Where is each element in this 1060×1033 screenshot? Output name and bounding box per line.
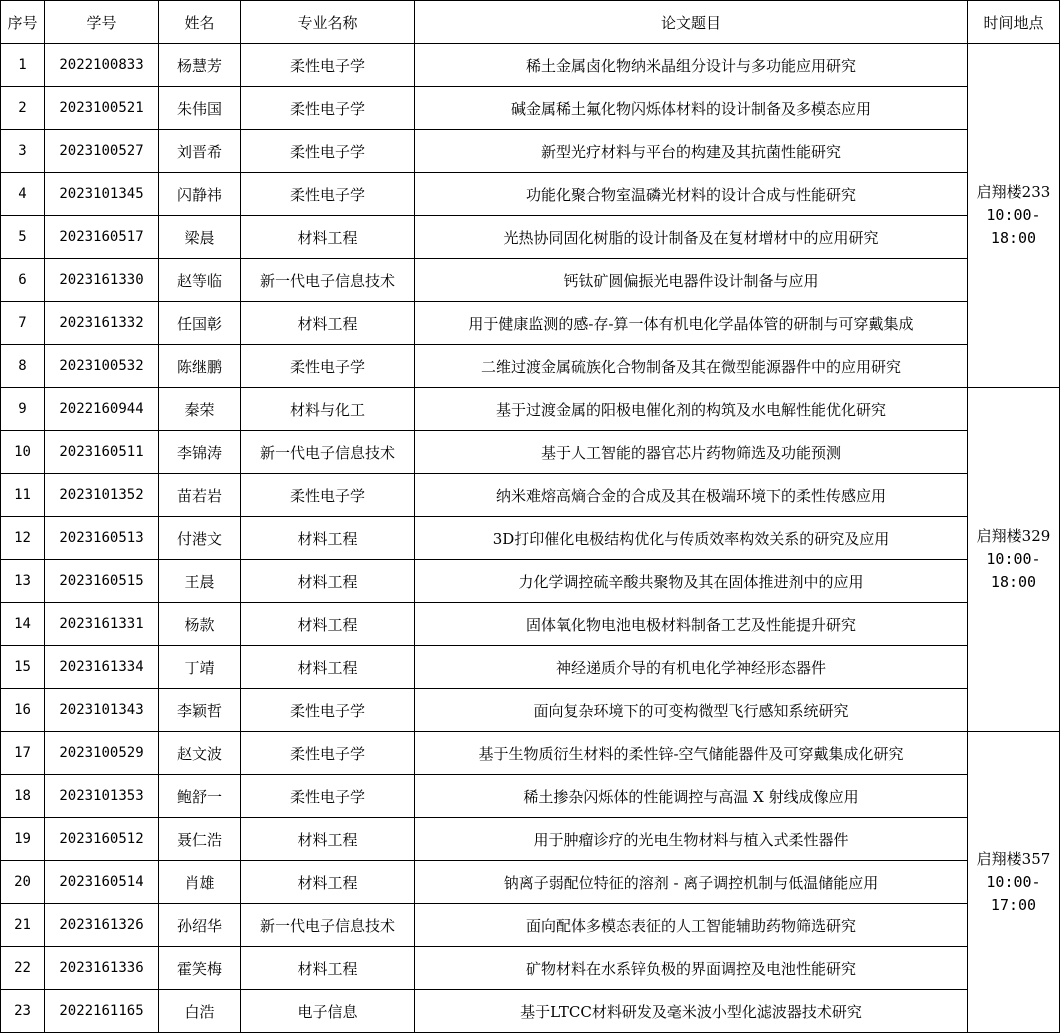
row-name: 聂仁浩 xyxy=(159,818,241,861)
row-student-id: 2023101353 xyxy=(45,775,159,818)
session-time-end: 17:00 xyxy=(990,895,1037,914)
row-seq: 14 xyxy=(1,603,45,646)
row-seq: 7 xyxy=(1,302,45,345)
row-name: 孙绍华 xyxy=(159,904,241,947)
row-major: 柔性电子学 xyxy=(241,689,415,732)
row-name: 朱伟国 xyxy=(159,87,241,130)
row-thesis-title: 基于人工智能的器官芯片药物筛选及功能预测 xyxy=(415,431,968,474)
row-seq: 17 xyxy=(1,732,45,775)
table-body xyxy=(1,44,1060,1033)
row-seq: 19 xyxy=(1,818,45,861)
row-seq: 3 xyxy=(1,130,45,173)
table-row xyxy=(1,431,1060,474)
header-seq: 序号 xyxy=(1,1,45,44)
row-thesis-title: 钠离子弱配位特征的溶剂 - 离子调控机制与低温储能应用 xyxy=(415,861,968,904)
session-time-start: 10:00- xyxy=(986,872,1041,891)
row-thesis-title: 稀土金属卤化物纳米晶组分设计与多功能应用研究 xyxy=(415,44,968,87)
row-name: 赵文波 xyxy=(159,732,241,775)
row-major: 材料工程 xyxy=(241,947,415,990)
row-major: 柔性电子学 xyxy=(241,345,415,388)
row-student-id: 2023100527 xyxy=(45,130,159,173)
table-row xyxy=(1,689,1060,732)
row-seq: 21 xyxy=(1,904,45,947)
row-major: 材料工程 xyxy=(241,517,415,560)
table-row xyxy=(1,603,1060,646)
row-thesis-title: 新型光疗材料与平台的构建及其抗菌性能研究 xyxy=(415,130,968,173)
table-row xyxy=(1,87,1060,130)
row-student-id: 2023160517 xyxy=(45,216,159,259)
table-row xyxy=(1,775,1060,818)
row-thesis-title: 用于肿瘤诊疗的光电生物材料与植入式柔性器件 xyxy=(415,818,968,861)
header-row xyxy=(1,1,1060,44)
table-row xyxy=(1,990,1060,1033)
row-major: 柔性电子学 xyxy=(241,173,415,216)
session-time-start: 10:00- xyxy=(986,550,1041,568)
row-name: 肖雄 xyxy=(159,861,241,904)
row-student-id: 2023101345 xyxy=(45,173,159,216)
row-major: 材料工程 xyxy=(241,818,415,861)
row-name: 苗若岩 xyxy=(159,474,241,517)
row-student-id: 2023101352 xyxy=(45,474,159,517)
row-name: 王晨 xyxy=(159,560,241,603)
row-student-id: 2023101343 xyxy=(45,689,159,732)
row-student-id: 2023161332 xyxy=(45,302,159,345)
row-major: 柔性电子学 xyxy=(241,732,415,775)
table-row xyxy=(1,861,1060,904)
row-major: 新一代电子信息技术 xyxy=(241,431,415,474)
row-thesis-title: 稀土掺杂闪烁体的性能调控与高温 X 射线成像应用 xyxy=(415,775,968,818)
row-major: 材料工程 xyxy=(241,603,415,646)
row-student-id: 2022160944 xyxy=(45,388,159,431)
row-major: 材料工程 xyxy=(241,861,415,904)
row-thesis-title: 基于LTCC材料研发及毫米波小型化滤波器技术研究 xyxy=(415,990,968,1033)
row-thesis-title: 功能化聚合物室温磷光材料的设计合成与性能研究 xyxy=(415,173,968,216)
row-thesis-title: 3D打印催化电极结构优化与传质效率构效关系的研究及应用 xyxy=(415,517,968,560)
row-thesis-title: 固体氧化物电池电极材料制备工艺及性能提升研究 xyxy=(415,603,968,646)
row-name: 丁靖 xyxy=(159,646,241,689)
row-name: 鲍舒一 xyxy=(159,775,241,818)
row-seq: 9 xyxy=(1,388,45,431)
session-time-place xyxy=(968,44,1060,388)
table-row xyxy=(1,216,1060,259)
row-major: 材料工程 xyxy=(241,302,415,345)
row-seq: 11 xyxy=(1,474,45,517)
table-row xyxy=(1,259,1060,302)
row-name: 杨款 xyxy=(159,603,241,646)
header-student-id: 学号 xyxy=(45,1,159,44)
table-row xyxy=(1,646,1060,689)
row-major: 新一代电子信息技术 xyxy=(241,259,415,302)
table-row xyxy=(1,130,1060,173)
table-row xyxy=(1,818,1060,861)
session-place: 启翔楼329 xyxy=(976,527,1051,545)
row-major: 柔性电子学 xyxy=(241,87,415,130)
row-name: 李锦涛 xyxy=(159,431,241,474)
row-major: 材料工程 xyxy=(241,560,415,603)
row-seq: 12 xyxy=(1,517,45,560)
row-seq: 15 xyxy=(1,646,45,689)
row-thesis-title: 碱金属稀土氟化物闪烁体材料的设计制备及多模态应用 xyxy=(415,87,968,130)
row-seq: 4 xyxy=(1,173,45,216)
table-row xyxy=(1,517,1060,560)
table-row xyxy=(1,474,1060,517)
header-major: 专业名称 xyxy=(241,1,415,44)
row-thesis-title: 面向复杂环境下的可变构微型飞行感知系统研究 xyxy=(415,689,968,732)
row-seq: 5 xyxy=(1,216,45,259)
row-name: 付港文 xyxy=(159,517,241,560)
row-major: 电子信息 xyxy=(241,990,415,1033)
row-thesis-title: 光热协同固化树脂的设计制备及在复材增材中的应用研究 xyxy=(415,216,968,259)
row-major: 柔性电子学 xyxy=(241,130,415,173)
row-name: 梁晨 xyxy=(159,216,241,259)
row-name: 杨慧芳 xyxy=(159,44,241,87)
session-place: 启翔楼233 xyxy=(976,183,1051,201)
table-row xyxy=(1,560,1060,603)
row-student-id: 2023161330 xyxy=(45,259,159,302)
row-seq: 16 xyxy=(1,689,45,732)
row-major: 柔性电子学 xyxy=(241,474,415,517)
row-thesis-title: 基于过渡金属的阳极电催化剂的构筑及水电解性能优化研究 xyxy=(415,388,968,431)
row-student-id: 2023160515 xyxy=(45,560,159,603)
header-name: 姓名 xyxy=(159,1,241,44)
row-seq: 18 xyxy=(1,775,45,818)
row-major: 柔性电子学 xyxy=(241,44,415,87)
row-thesis-title: 面向配体多模态表征的人工智能辅助药物筛选研究 xyxy=(415,904,968,947)
table-row xyxy=(1,947,1060,990)
table-row xyxy=(1,173,1060,216)
row-student-id: 2022161165 xyxy=(45,990,159,1033)
row-major: 柔性电子学 xyxy=(241,775,415,818)
row-seq: 6 xyxy=(1,259,45,302)
row-student-id: 2023161336 xyxy=(45,947,159,990)
row-student-id: 2023160512 xyxy=(45,818,159,861)
row-name: 赵等临 xyxy=(159,259,241,302)
row-name: 陈继鹏 xyxy=(159,345,241,388)
row-thesis-title: 钙钛矿圆偏振光电器件设计制备与应用 xyxy=(415,259,968,302)
table-row xyxy=(1,302,1060,345)
table-row xyxy=(1,345,1060,388)
table-row xyxy=(1,732,1060,775)
row-seq: 8 xyxy=(1,345,45,388)
row-student-id: 2023160513 xyxy=(45,517,159,560)
row-name: 霍笑梅 xyxy=(159,947,241,990)
session-time-place xyxy=(968,388,1060,732)
row-student-id: 2023161334 xyxy=(45,646,159,689)
row-student-id: 2023100521 xyxy=(45,87,159,130)
row-student-id: 2023100532 xyxy=(45,345,159,388)
row-name: 任国彰 xyxy=(159,302,241,345)
row-thesis-title: 力化学调控硫辛酸共聚物及其在固体推进剂中的应用 xyxy=(415,560,968,603)
header-thesis-title: 论文题目 xyxy=(415,1,968,44)
session-time-end: 18:00 xyxy=(990,573,1037,591)
session-time-start: 10:00- xyxy=(986,206,1041,224)
table-row xyxy=(1,44,1060,87)
row-thesis-title: 矿物材料在水系锌负极的界面调控及电池性能研究 xyxy=(415,947,968,990)
row-major: 材料与化工 xyxy=(241,388,415,431)
row-seq: 13 xyxy=(1,560,45,603)
row-student-id: 2023160511 xyxy=(45,431,159,474)
row-name: 闪静祎 xyxy=(159,173,241,216)
row-thesis-title: 纳米难熔高熵合金的合成及其在极端环境下的柔性传感应用 xyxy=(415,474,968,517)
row-name: 李颖哲 xyxy=(159,689,241,732)
row-student-id: 2023100529 xyxy=(45,732,159,775)
row-seq: 2 xyxy=(1,87,45,130)
row-seq: 22 xyxy=(1,947,45,990)
row-thesis-title: 用于健康监测的感-存-算一体有机电化学晶体管的研制与可穿戴集成 xyxy=(415,302,968,345)
row-student-id: 2023160514 xyxy=(45,861,159,904)
session-time-end: 18:00 xyxy=(990,229,1037,247)
table-row xyxy=(1,904,1060,947)
session-time-place xyxy=(968,732,1060,1033)
header-time-place: 时间地点 xyxy=(968,1,1060,44)
row-major: 新一代电子信息技术 xyxy=(241,904,415,947)
session-place: 启翔楼357 xyxy=(976,849,1051,868)
row-student-id: 2022100833 xyxy=(45,44,159,87)
row-major: 材料工程 xyxy=(241,216,415,259)
row-seq: 1 xyxy=(1,44,45,87)
row-student-id: 2023161326 xyxy=(45,904,159,947)
row-thesis-title: 基于生物质衍生材料的柔性锌-空气储能器件及可穿戴集成化研究 xyxy=(415,732,968,775)
row-thesis-title: 神经递质介导的有机电化学神经形态器件 xyxy=(415,646,968,689)
table-row xyxy=(1,388,1060,431)
row-name: 刘晋希 xyxy=(159,130,241,173)
row-seq: 10 xyxy=(1,431,45,474)
row-name: 秦荣 xyxy=(159,388,241,431)
row-student-id: 2023161331 xyxy=(45,603,159,646)
row-thesis-title: 二维过渡金属硫族化合物制备及其在微型能源器件中的应用研究 xyxy=(415,345,968,388)
row-major: 材料工程 xyxy=(241,646,415,689)
row-seq: 23 xyxy=(1,990,45,1033)
row-name: 白浩 xyxy=(159,990,241,1033)
row-seq: 20 xyxy=(1,861,45,904)
